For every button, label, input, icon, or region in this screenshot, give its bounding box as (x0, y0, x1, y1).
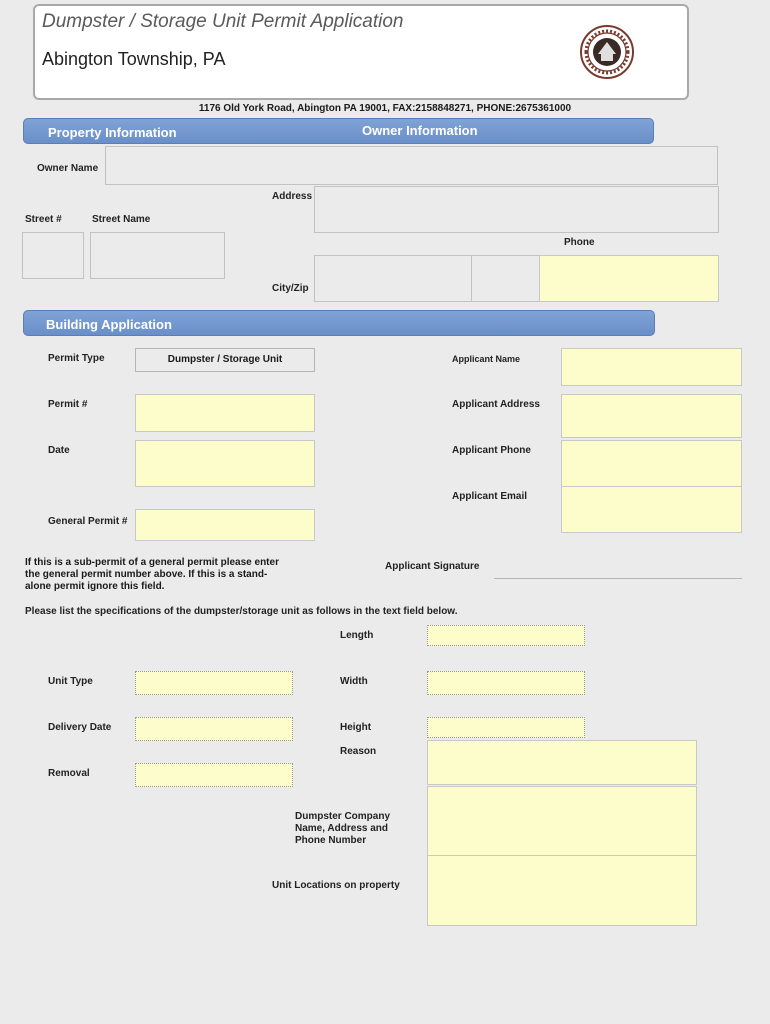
applicant-name-field[interactable] (561, 348, 742, 386)
property-owner-band (23, 118, 654, 144)
permit-number-label: Permit # (48, 399, 88, 410)
township-seal-icon (578, 24, 636, 80)
applicant-address-field[interactable] (561, 394, 742, 438)
street-name-label: Street Name (92, 214, 151, 225)
owner-name-label: Owner Name (37, 163, 99, 174)
removal-label: Removal (48, 768, 90, 779)
form-title: Dumpster / Storage Unit Permit Application (42, 11, 404, 32)
applicant-address-label: Applicant Address (452, 399, 540, 410)
general-permit-label: General Permit # (48, 516, 128, 527)
building-application-heading: Building Application (46, 317, 172, 332)
unit-type-field[interactable] (135, 671, 293, 695)
zip-field[interactable] (471, 255, 540, 302)
street-number-field[interactable] (22, 232, 84, 279)
delivery-date-field[interactable] (135, 717, 293, 741)
property-information-heading: Property Information (48, 125, 177, 140)
form-subtitle: Abington Township, PA (42, 49, 226, 69)
city-zip-label: City/Zip (272, 283, 309, 294)
dumpster-company-label: Dumpster Company Name, Address and Phone Number (295, 811, 391, 846)
applicant-email-label: Applicant Email (452, 491, 528, 502)
unit-locations-label: Unit Locations on property (272, 880, 400, 891)
length-label: Length (340, 630, 374, 641)
township-address: 1176 Old York Road, Abington PA 19001, FAX:2158848271, PHONE:2675361000 (198, 103, 572, 114)
general-permit-field[interactable] (135, 509, 315, 541)
date-label: Date (48, 445, 70, 456)
height-field[interactable] (427, 717, 585, 738)
unit-type-label: Unit Type (48, 676, 93, 687)
height-label: Height (340, 722, 372, 733)
width-label: Width (340, 676, 368, 687)
applicant-signature-field[interactable] (494, 570, 742, 579)
applicant-name-label: Applicant Name (452, 354, 521, 364)
applicant-phone-field[interactable] (561, 440, 742, 487)
specs-instructions: Please list the specifications of the dumpster/storage unit as follows in the text field below. (25, 606, 458, 617)
address-label: Address (272, 191, 313, 202)
removal-field[interactable] (135, 763, 293, 787)
permit-type-value[interactable]: Dumpster / Storage Unit (135, 348, 315, 372)
unit-locations-field[interactable] (427, 855, 697, 926)
phone-label: Phone (564, 237, 595, 248)
date-field[interactable] (135, 440, 315, 487)
applicant-email-field[interactable] (561, 486, 742, 533)
reason-field[interactable] (427, 740, 697, 785)
street-name-field[interactable] (90, 232, 225, 279)
length-field[interactable] (427, 625, 585, 646)
building-application-band (23, 310, 655, 336)
width-field[interactable] (427, 671, 585, 695)
owner-name-field[interactable] (105, 146, 718, 185)
permit-type-label: Permit Type (48, 353, 105, 364)
dumpster-company-field[interactable] (427, 786, 697, 856)
delivery-date-label: Delivery Date (48, 722, 112, 733)
applicant-signature-label: Applicant Signature (385, 561, 480, 572)
city-field[interactable] (314, 255, 472, 302)
owner-information-heading: Owner Information (362, 123, 478, 138)
permit-number-field[interactable] (135, 394, 315, 432)
owner-address-field[interactable] (314, 186, 719, 233)
owner-phone-field[interactable] (539, 255, 719, 302)
applicant-phone-label: Applicant Phone (452, 445, 531, 456)
reason-label: Reason (340, 746, 377, 757)
sub-permit-note: If this is a sub-permit of a general permit please enter the general permit number above. If this is a stand-alone permit ignore this field. (25, 557, 279, 592)
street-number-label: Street # (25, 214, 62, 225)
